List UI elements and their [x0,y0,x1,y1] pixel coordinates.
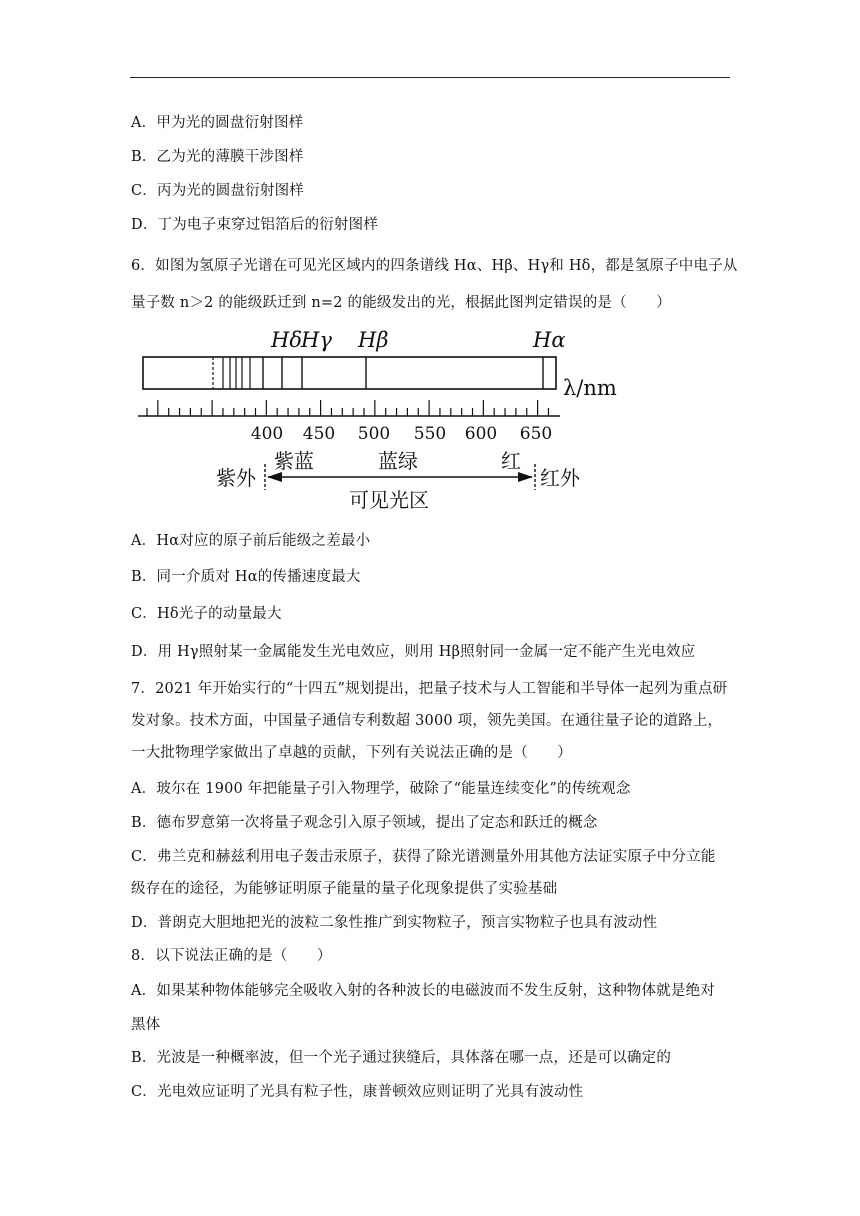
q6-stem-line1: 6．如图为氢原子光谱在可见光区域内的四条谱线 Hα、Hβ、Hγ和 Hδ，都是氢原子中电子从 [131,258,738,274]
q5-option-a: A．甲为光的圆盘衍射图样 [131,115,304,131]
region-ir: 红外 [540,466,580,490]
arrow-head-right [518,472,533,482]
axis-ticks [147,400,548,416]
label-h-alpha: Hα [533,328,566,352]
q6-option-b: B．同一介质对 Hα的传播速度最大 [131,569,361,585]
tick-label-550: 550 [413,424,447,444]
q5-option-c: C．丙为光的圆盘衍射图样 [131,183,304,199]
arrow-head-left [267,472,282,482]
q8-stem: 8．以下说法正确的是（ ） [131,948,332,964]
q5-option-d: D．丁为电子束穿过铝箔后的衍射图样 [131,217,379,233]
q7-option-d: D．普朗克大胆地把光的波粒二象性推广到实物粒子，预言实物粒子也具有波动性 [131,915,658,931]
tick-label-500: 500 [357,424,391,444]
q7-option-a: A．玻尔在 1900 年把能量子引入物理学，破除了“能量连续变化”的传统观念 [131,781,631,797]
region-red: 红 [501,449,521,473]
q5-option-b: B．乙为光的薄膜干涉图样 [131,149,304,165]
region-uv: 紫外 [216,466,256,490]
tick-label-650: 650 [519,424,553,444]
q8-option-a: A．如果某种物体能够完全吸收入射的各种波长的电磁波而不发生反射，这种物体就是绝对 [131,983,715,999]
spectrum-diagram [130,322,630,518]
q8-option-c: C．光电效应证明了光具有粒子性，康普顿效应则证明了光具有波动性 [131,1084,584,1100]
region-visible: 可见光区 [349,488,429,512]
q7-stem-line3: 一大批物理学家做出了卓越的贡献，下列有关说法正确的是（ ） [131,745,572,761]
q8-option-a-cont: 黑体 [131,1017,161,1033]
q7-option-c: C．弗兰克和赫兹利用电子轰击汞原子，获得了除光谱测量外用其他方法证实原子中分立能 [131,849,716,865]
q6-option-c: C．Hδ光子的动量最大 [131,606,282,622]
q8-option-b: B．光波是一种概率波，但一个光子通过狭缝后，具体落在哪一点，还是可以确定的 [131,1050,672,1066]
tick-label-400: 400 [250,424,284,444]
q7-stem-line1: 7．2021 年开始实行的“十四五”规划提出，把量子技术与人工智能和半导体一起列为重点研 [131,681,728,697]
header-rule [130,77,730,78]
q7-option-b: B．德布罗意第一次将量子观念引入原子领域，提出了定态和跃迁的概念 [131,815,598,831]
label-h-delta: Hδ [271,328,302,352]
tick-label-450: 450 [302,424,336,444]
q7-stem-line2: 发对象。技术方面，中国量子通信专利数超 3000 项，领先美国。在通往量子论的道路上， [131,713,723,729]
label-h-gamma: Hγ [301,328,332,352]
q6-stem-line2: 量子数 n＞2 的能级跃迁到 n=2 的能级发出的光，根据此图判定错误的是（ ） [131,295,671,311]
q6-option-d: D．用 Hγ照射某一金属能发生光电效应，则用 Hβ照射同一金属一定不能产生光电效应 [131,644,696,660]
q7-option-c-cont: 级存在的途径，为能够证明原子能量的量子化现象提供了实验基础 [131,881,558,897]
region-blue-green: 蓝绿 [378,449,418,473]
region-purple-blue: 紫蓝 [274,449,314,473]
hydrogen-spectrum-figure [130,322,630,518]
spectrum-bar [143,357,556,389]
label-h-beta: Hβ [358,328,389,352]
tick-label-600: 600 [464,424,498,444]
unit-label: λ/nm [563,376,617,400]
q6-option-a: A．Hα对应的原子前后能级之差最小 [131,533,371,549]
